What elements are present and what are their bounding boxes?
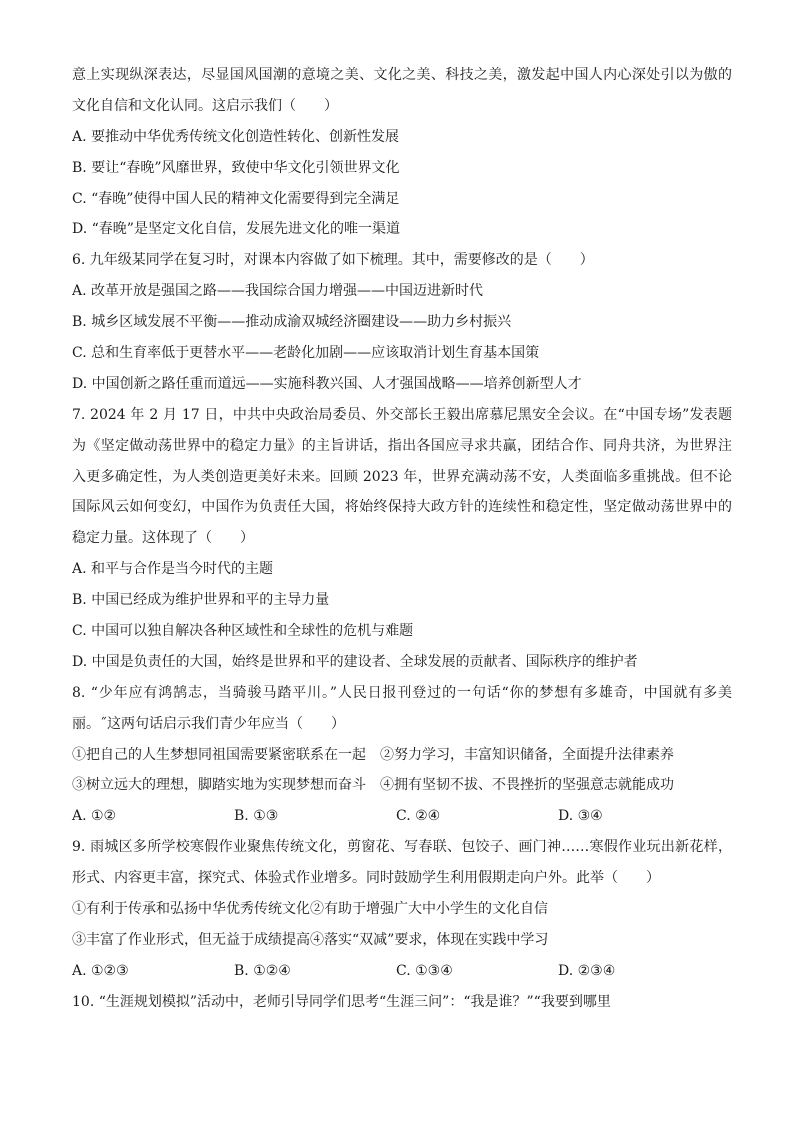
statement-line: ①有利于传承和弘扬中华优秀传统文化②有助于增强广大中小学生的文化自信 bbox=[72, 901, 548, 918]
option-a: A. ①②③ bbox=[72, 962, 129, 979]
question-5 bbox=[72, 60, 732, 245]
option-d: D. “春晚”是坚定文化自信，发展先进文化的唯一渠道 bbox=[72, 221, 400, 238]
option-b: B. 中国已经成为维护世界和平的主导力量 bbox=[72, 592, 330, 609]
option-c: C. ①③④ bbox=[396, 962, 453, 979]
question-stem-line: 入更多确定性，为人类创造更美好未来。回顾 2023 年，世界充满动荡不安，人类面临多重挑战。但不论 bbox=[72, 468, 732, 485]
question-stem-line: 稳定力量。这体现了（ ） bbox=[72, 530, 254, 547]
option-a: A. ①② bbox=[72, 808, 117, 825]
question-stem-line: 形式、内容更丰富，探究式、体验式作业增多。同时鼓励学生利用假期走向户外。此举（ ） bbox=[72, 870, 660, 887]
option-d: D. 中国创新之路任重而道远——实施科教兴国、人才强国战略——培养创新型人才 bbox=[72, 375, 582, 392]
option-b: B. 要让“春晚”风靡世界，致使中华文化引领世界文化 bbox=[72, 159, 400, 176]
question-stem-line: 为《坚定做动荡世界中的稳定力量》的主旨讲话，指出各国应寻求共赢，团结合作、同舟共济，为世界注 bbox=[72, 437, 732, 454]
question-stem-line: 丽。˝这两句话启示我们青少年应当（ ） bbox=[72, 715, 345, 732]
question-10 bbox=[72, 987, 732, 1018]
option-b: B. ①③ bbox=[234, 808, 279, 825]
option-b: B. ①②④ bbox=[234, 962, 291, 979]
statement-line: ①把自己的人生梦想同祖国需要紧密联系在一起 ②努力学习，丰富知识储备，全面提升法律素养 bbox=[72, 746, 674, 763]
question-8 bbox=[72, 678, 732, 832]
question-7 bbox=[72, 400, 732, 678]
question-stem: 10. “生涯规划模拟”活动中，老师引导同学们思考“生涯三问”：“我是谁？”“我要到哪里 bbox=[72, 993, 611, 1010]
exam-page bbox=[72, 60, 732, 1018]
question-stem-line: 文化自信和文化认同。这启示我们（ ） bbox=[72, 97, 338, 114]
question-stem-line: 8. “少年应有鸿鹄志，当骑骏马踏平川。”人民日报刊登过的一句话“你的梦想有多雄奇，中国就有多美 bbox=[72, 684, 732, 701]
option-a: A. 要推动中华优秀传统文化创造性转化、创新性发展 bbox=[72, 128, 400, 145]
option-c: C. 中国可以独自解决各种区域性和全球性的危机与难题 bbox=[72, 623, 414, 640]
option-d: D. ③④ bbox=[558, 808, 603, 825]
option-a: A. 改革开放是强国之路——我国综合国力增强——中国迈进新时代 bbox=[72, 283, 484, 300]
option-d: D. 中国是负责任的大国，始终是世界和平的建设者、全球发展的贡献者、国际秩序的维护者 bbox=[72, 653, 638, 670]
options-row bbox=[72, 801, 732, 832]
statement-line: ③树立远大的理想，脚踏实地为实现梦想而奋斗 ④拥有坚韧不拔、不畏挫折的坚强意志就能成功 bbox=[72, 777, 674, 794]
question-9 bbox=[72, 832, 732, 986]
option-a: A. 和平与合作是当今时代的主题 bbox=[72, 561, 274, 578]
option-c: C. 总和生育率低于更替水平——老龄化加剧——应该取消计划生育基本国策 bbox=[72, 345, 540, 362]
question-stem-line: 国际风云如何变幻，中国作为负责任大国，将始终保持大政方针的连续性和稳定性，坚定做动荡世界中的 bbox=[72, 499, 732, 516]
question-stem: 6. 九年级某同学在复习时，对课本内容做了如下梳理。其中，需要修改的是（ ） bbox=[72, 252, 594, 269]
question-6 bbox=[72, 245, 732, 399]
options-row bbox=[72, 956, 732, 987]
option-c: C. “春晚”使得中国人民的精神文化需要得到完全满足 bbox=[72, 190, 400, 207]
option-c: C. ②④ bbox=[396, 808, 441, 825]
option-b: B. 城乡区域发展不平衡——推动成渝双城经济圈建设——助力乡村振兴 bbox=[72, 314, 512, 331]
question-stem-line: 7. 2024 年 2 月 17 日，中共中央政治局委员、外交部长王毅出席慕尼黑安全会议。在“中国专场”发表题 bbox=[72, 406, 732, 423]
statement-line: ③丰富了作业形式，但无益于成绩提高④落实“双减”要求，体现在实践中学习 bbox=[72, 931, 549, 948]
option-d: D. ②③④ bbox=[558, 962, 616, 979]
question-stem-line: 意上实现纵深表达，尽显国风国潮的意境之美、文化之美、科技之美，激发起中国人内心深处引以为傲的 bbox=[72, 67, 732, 83]
question-stem-line: 9. 雨城区多所学校寒假作业聚焦传统文化，剪窗花、写春联、包饺子、画门神……寒假作业玩出新花样， bbox=[72, 839, 732, 856]
